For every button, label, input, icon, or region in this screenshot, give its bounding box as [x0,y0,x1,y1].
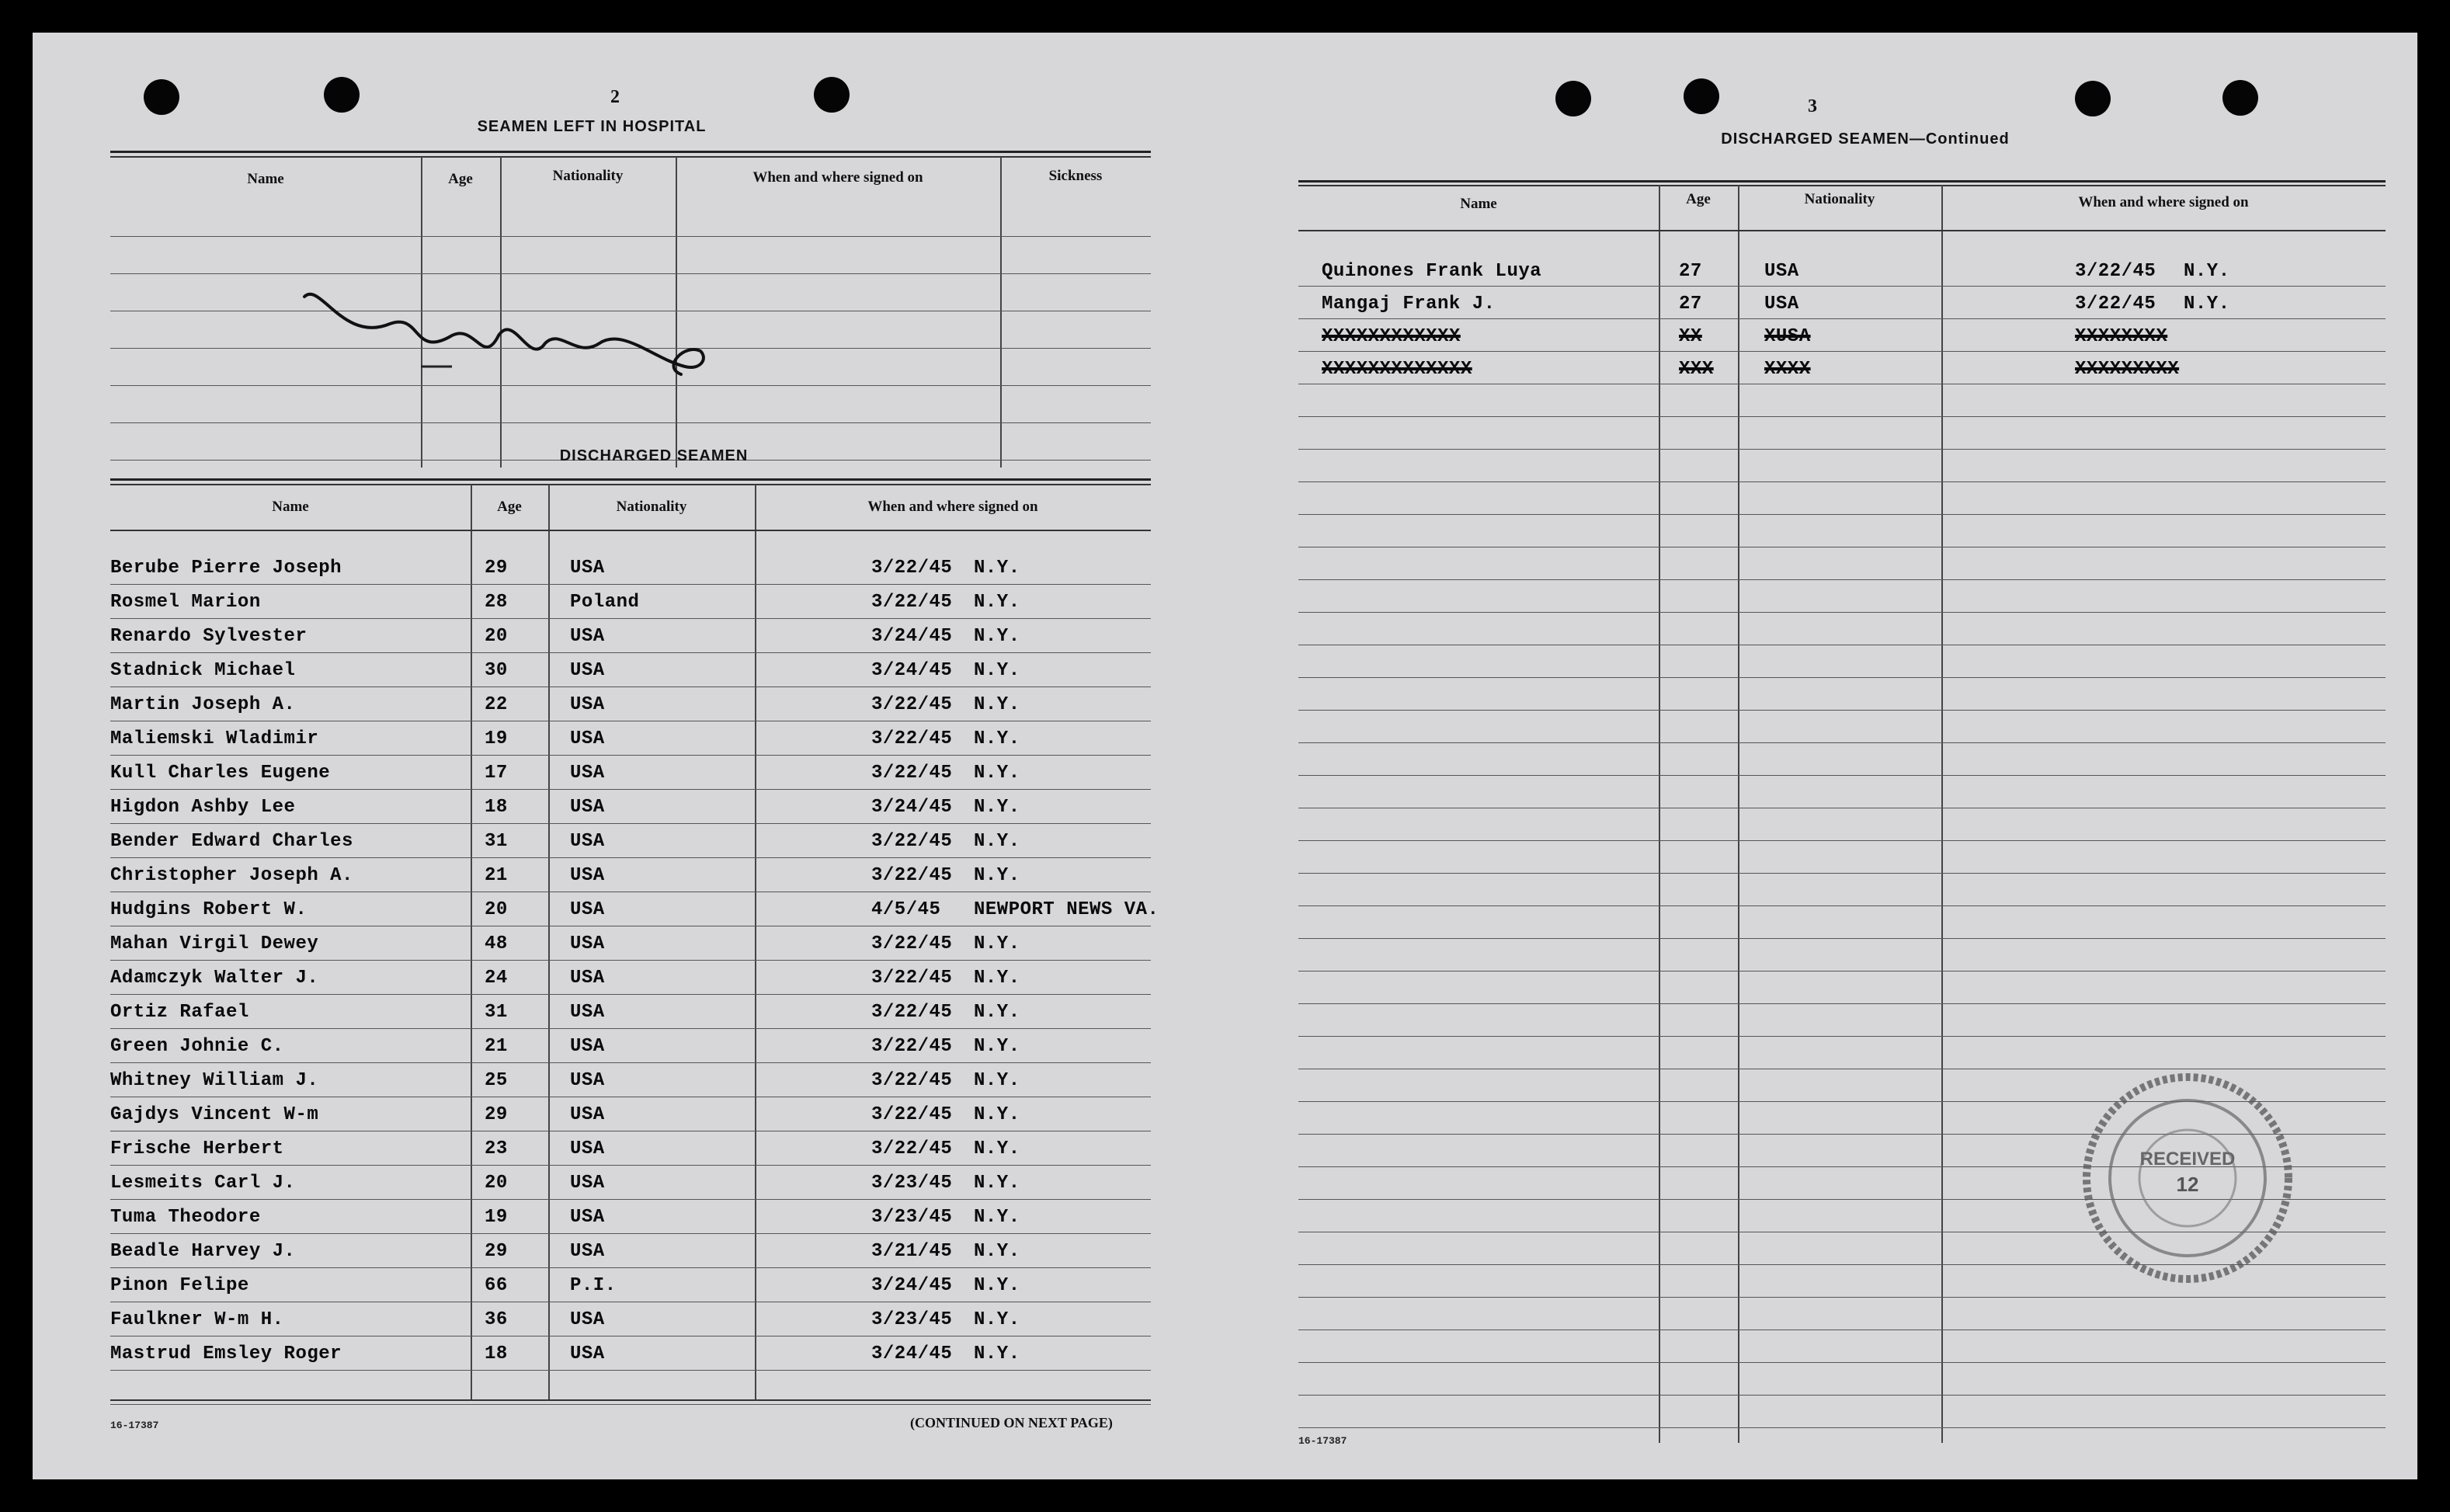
signed-on-date: 4/5/45 [871,899,941,920]
table-row [1298,318,2386,353]
signed-on-place: N.Y. [974,1002,1020,1023]
hospital-col-sickness: Sickness [1048,168,1103,184]
seaman-name: Beadle Harvey J. [110,1241,296,1262]
signed-on-place: N.Y. [974,728,1020,749]
seaman-nationality: USA [570,1241,605,1262]
signed-on-date: 3/22/45 [871,933,953,954]
seaman-age: 20 [485,899,508,920]
seaman-nationality: USA [1764,294,1799,315]
seaman-age: 29 [485,1241,508,1262]
col-name: Name [1460,196,1497,212]
seaman-nationality: USA [570,1207,605,1228]
table-row [110,584,1151,618]
table-row [110,1165,1151,1199]
signed-on-place: N.Y. [974,1343,1020,1364]
table-row [110,1028,1151,1062]
seaman-nationality: USA [570,1343,605,1364]
signed-on-place: N.Y. [974,831,1020,852]
table-row [110,618,1151,652]
seaman-age: 18 [485,797,508,818]
table-row [110,823,1151,857]
form-number: 16-17387 [110,1420,159,1431]
seaman-nationality: USA [570,968,605,989]
seaman-age: 36 [485,1309,508,1330]
seaman-nationality: USA [1764,261,1799,282]
seaman-age: 18 [485,1343,508,1364]
signed-on-date: 3/22/45 [871,1104,953,1125]
seaman-name: Quinones Frank Luya [1322,261,1542,282]
signed-on-date: 3/22/45 [871,1138,953,1159]
table-row [110,926,1151,960]
seaman-nationality: USA [570,660,605,681]
seaman-nationality: XUSA [1764,326,1811,347]
seaman-name: Mastrud Emsley Roger [110,1343,342,1364]
seaman-age: 22 [485,694,508,715]
seaman-name: Rosmel Marion [110,592,261,613]
discharged-col-name: Name [272,499,309,515]
seaman-nationality: XXXX [1764,359,1811,380]
seaman-age: 31 [485,1002,508,1023]
signed-on-date: 3/22/45 [871,1070,953,1091]
col-age: Age [1686,191,1711,207]
received-stamp [2075,1065,2300,1291]
form-number: 16-17387 [1298,1435,1347,1447]
signed-on-place: N.Y. [974,1104,1020,1125]
table-row [110,1336,1151,1370]
signed-on-date: XXXXXXXXX [2075,359,2180,380]
seaman-name: Maliemski Wladimir [110,728,319,749]
seaman-nationality: USA [570,797,605,818]
signed-on-place: N.Y. [974,694,1020,715]
hospital-col-name: Name [247,171,284,187]
seaman-nationality: USA [570,694,605,715]
signed-on-date: 3/21/45 [871,1241,953,1262]
table-row [110,789,1151,823]
seaman-name: Higdon Ashby Lee [110,797,296,818]
signed-on-place: N.Y. [974,1138,1020,1159]
col-signed-on: When and where signed on [2078,194,2249,210]
seaman-name: Bender Edward Charles [110,831,353,852]
seaman-name: Adamczyk Walter J. [110,968,319,989]
seaman-name: Hudgins Robert W. [110,899,308,920]
discharged-col-signed-on: When and where signed on [867,499,1038,515]
table-row [110,755,1151,789]
signed-on-place: N.Y. [974,968,1020,989]
signed-on-date: 3/22/45 [871,1002,953,1023]
signed-on-date: 3/23/45 [871,1207,953,1228]
seaman-nationality: P.I. [570,1275,617,1296]
hospital-col-nationality: Nationality [552,168,624,184]
seaman-age: 21 [485,865,508,886]
signed-on-date: 3/22/45 [871,831,953,852]
seaman-nationality: USA [570,933,605,954]
seaman-age: 19 [485,1207,508,1228]
seaman-age: 20 [485,626,508,647]
seaman-nationality: USA [570,865,605,886]
seaman-nationality: USA [570,1138,605,1159]
seaman-age: 31 [485,831,508,852]
signed-on-place: N.Y. [974,797,1020,818]
discharged-col-age: Age [497,499,522,515]
signed-on-place: N.Y. [974,763,1020,784]
col-nationality: Nationality [1804,191,1875,207]
table-row [110,1062,1151,1097]
seaman-name: Ortiz Rafael [110,1002,249,1023]
seaman-age: 21 [485,1036,508,1057]
seaman-age: 17 [485,763,508,784]
signed-on-date: 3/24/45 [871,1275,953,1296]
table-row [1298,253,2386,287]
signed-on-place: N.Y. [974,1275,1020,1296]
seaman-age: XXX [1679,359,1714,380]
seaman-name: XXXXXXXXXXXXX [1322,359,1472,380]
signed-on-date: 3/22/45 [871,865,953,886]
table-row [110,652,1151,686]
continued-note: (CONTINUED ON NEXT PAGE) [910,1415,1113,1430]
table-row [110,550,1151,584]
signed-on-place: N.Y. [974,1207,1020,1228]
seaman-name: Renardo Sylvester [110,626,308,647]
signed-on-date: 3/22/45 [871,694,953,715]
signed-on-place: N.Y. [974,626,1020,647]
seaman-name: Martin Joseph A. [110,694,296,715]
seaman-name: Christopher Joseph A. [110,865,353,886]
signed-on-place: N.Y. [974,1173,1020,1194]
signed-on-date: 3/24/45 [871,660,953,681]
signed-on-place: N.Y. [974,933,1020,954]
signed-on-place: N.Y. [974,592,1020,613]
signed-on-date: 3/24/45 [871,1343,953,1364]
table-row [110,721,1151,755]
seaman-age: 19 [485,728,508,749]
discharged-section-title: DISCHARGED SEAMEN [559,447,749,464]
seaman-name: Lesmeits Carl J. [110,1173,296,1194]
seaman-name: Mahan Virgil Dewey [110,933,319,954]
seaman-nationality: USA [570,1309,605,1330]
table-row [110,1302,1151,1336]
stamp-received-text: RECEIVED [2139,1149,2236,1170]
table-row [110,960,1151,994]
seaman-nationality: USA [570,899,605,920]
discharged-col-nationality: Nationality [616,499,687,515]
seaman-name: Frische Herbert [110,1138,284,1159]
table-row [110,1233,1151,1267]
table-row [110,994,1151,1028]
signed-on-date: 3/22/45 [871,728,953,749]
left-page [110,33,1197,1479]
signed-on-place: N.Y. [974,865,1020,886]
table-row [1298,286,2386,320]
signed-on-date: 3/23/45 [871,1309,953,1330]
seaman-name: Berube Pierre Joseph [110,558,342,579]
seaman-name: Faulkner W-m H. [110,1309,284,1330]
seaman-nationality: USA [570,1104,605,1125]
seaman-nationality: USA [570,626,605,647]
seaman-age: 29 [485,558,508,579]
table-row [110,1097,1151,1131]
signed-on-date: 3/22/45 [871,592,953,613]
seaman-age: 28 [485,592,508,613]
right-page [1298,33,2401,1479]
seaman-name: Gajdys Vincent W-m [110,1104,319,1125]
seaman-age: 66 [485,1275,508,1296]
signed-on-place: N.Y. [974,558,1020,579]
table-row [110,857,1151,892]
signed-on-place: N.Y. [2184,294,2230,315]
signed-on-place: N.Y. [974,1036,1020,1057]
seaman-age: 27 [1679,294,1702,315]
signed-on-place: N.Y. [974,660,1020,681]
seaman-nationality: USA [570,763,605,784]
seaman-nationality: USA [570,1173,605,1194]
signed-on-date: 3/22/45 [2075,261,2156,282]
hospital-col-signed-on: When and where signed on [752,169,923,186]
seaman-age: 24 [485,968,508,989]
seaman-name: Whitney William J. [110,1070,319,1091]
seaman-age: 25 [485,1070,508,1091]
seaman-age: 27 [1679,261,1702,282]
seaman-name: XXXXXXXXXXXX [1322,326,1461,347]
document-sheet [33,33,2417,1479]
signed-on-place: N.Y. [2184,261,2230,282]
signed-on-date: 3/22/45 [871,558,953,579]
signed-on-place: NEWPORT NEWS VA. [974,899,1159,920]
seaman-nationality: USA [570,558,605,579]
handwritten-none [297,250,732,429]
table-row [110,1267,1151,1302]
signed-on-place: N.Y. [974,1070,1020,1091]
signed-on-place: N.Y. [974,1309,1020,1330]
hospital-section-title: SEAMEN LEFT IN HOSPITAL [477,118,707,135]
stamp-day-text: 12 [2176,1173,2199,1196]
page-number: 2 [610,87,620,107]
seaman-nationality: Poland [570,592,640,613]
seaman-age: 30 [485,660,508,681]
signed-on-date: 3/24/45 [871,797,953,818]
seaman-nationality: USA [570,831,605,852]
table-row [1298,351,2386,385]
table-row [110,1199,1151,1233]
signed-on-date: 3/23/45 [871,1173,953,1194]
signed-on-date: 3/24/45 [871,626,953,647]
seaman-age: XX [1679,326,1702,347]
seaman-name: Green Johnie C. [110,1036,284,1057]
seaman-nationality: USA [570,728,605,749]
seaman-nationality: USA [570,1002,605,1023]
seaman-name: Tuma Theodore [110,1207,261,1228]
signed-on-date: 3/22/45 [871,763,953,784]
table-row [110,1131,1151,1165]
seaman-name: Pinon Felipe [110,1275,249,1296]
signed-on-date: 3/22/45 [871,1036,953,1057]
signed-on-place: N.Y. [974,1241,1020,1262]
hospital-col-age: Age [448,171,473,187]
signed-on-date: 3/22/45 [2075,294,2156,315]
seaman-age: 20 [485,1173,508,1194]
table-row [110,892,1159,926]
table-row [110,686,1151,721]
seaman-nationality: USA [570,1070,605,1091]
discharged-continued-title: DISCHARGED SEAMEN—Continued [1721,130,2010,148]
signed-on-date: XXXXXXXX [2075,326,2168,347]
page-number: 3 [1808,96,1817,116]
seaman-name: Mangaj Frank J. [1322,294,1496,315]
seaman-nationality: USA [570,1036,605,1057]
seaman-age: 23 [485,1138,508,1159]
seaman-name: Stadnick Michael [110,660,296,681]
signed-on-date: 3/22/45 [871,968,953,989]
seaman-age: 29 [485,1104,508,1125]
seaman-name: Kull Charles Eugene [110,763,331,784]
seaman-age: 48 [485,933,508,954]
